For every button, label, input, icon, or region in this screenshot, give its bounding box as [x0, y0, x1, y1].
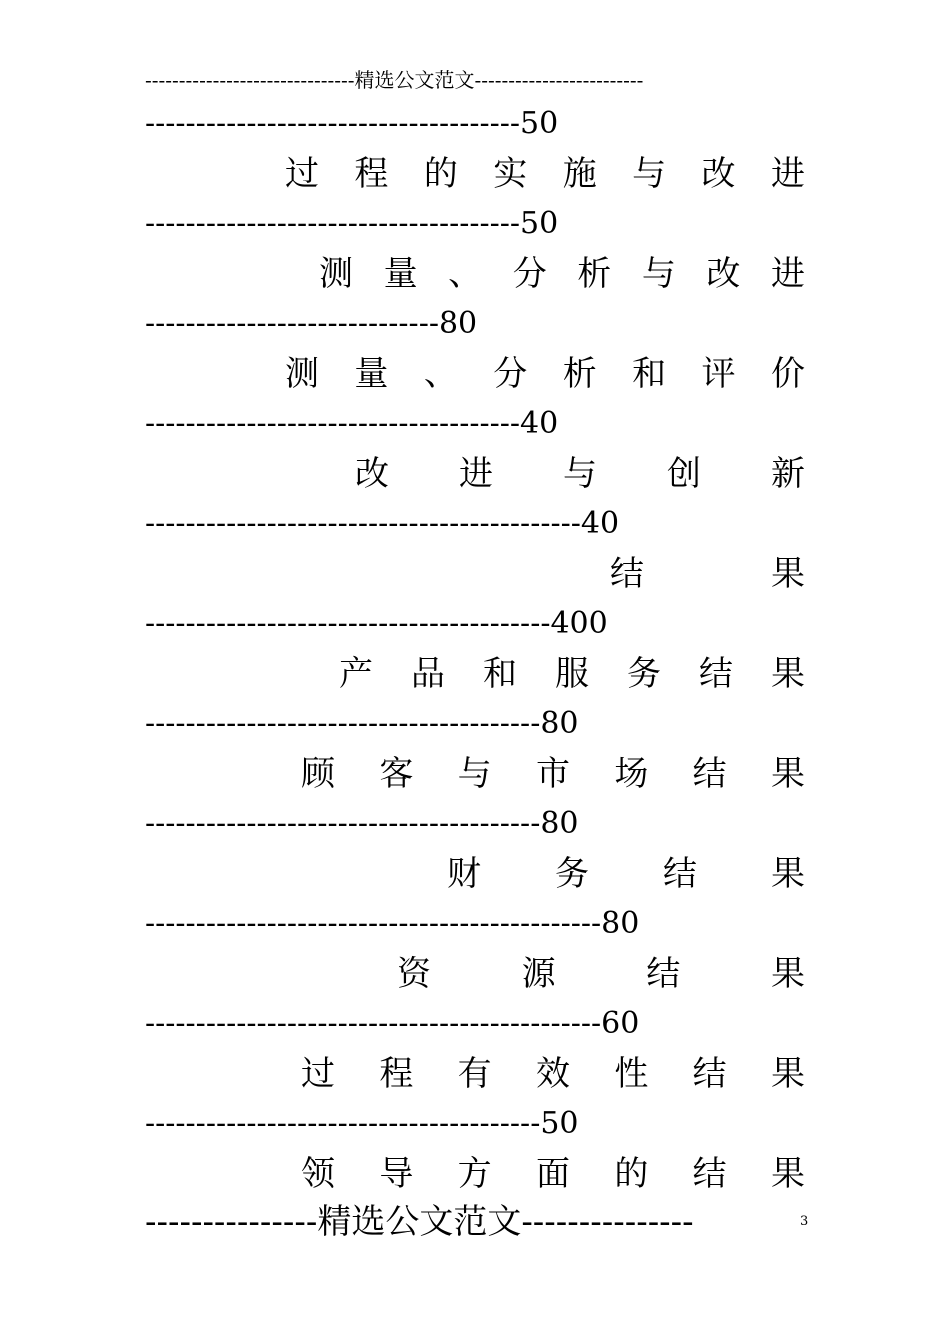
title-character: 改 — [706, 254, 741, 294]
toc-entry-title — [145, 352, 805, 396]
title-character: 结 — [692, 1054, 727, 1094]
title-character: 务 — [555, 854, 589, 894]
toc-dash-leader: ----------------------------------------400 — [145, 606, 608, 641]
toc-entry-title-text — [397, 952, 805, 996]
toc-entry-title — [145, 952, 805, 996]
page-header: -------------------------------精选公文范文------------------------- — [145, 68, 644, 92]
title-character: 方 — [457, 1154, 492, 1194]
title-character: 进 — [770, 254, 805, 294]
title-character: 果 — [770, 1054, 805, 1094]
toc-dash-leader: -------------------------------------40 — [145, 406, 559, 441]
title-character: 服 — [555, 654, 589, 694]
title-character: 导 — [379, 1154, 414, 1194]
toc-dash-leader: -----------------------------80 — [145, 306, 478, 341]
toc-entry-title-text — [355, 452, 805, 496]
toc-entry-title-text — [339, 652, 805, 696]
toc-entry-title — [145, 452, 805, 496]
title-character: 改 — [355, 454, 389, 494]
toc-entry-title — [145, 552, 805, 596]
title-character: 过 — [285, 154, 319, 194]
title-character: 析 — [562, 354, 597, 394]
title-character: 顾 — [301, 754, 335, 794]
title-character: 施 — [562, 154, 597, 194]
toc-entry-title — [145, 652, 805, 696]
title-character: 客 — [379, 754, 414, 794]
toc-dash-leader: -------------------------------------50 — [145, 206, 559, 241]
title-character: 结 — [699, 654, 733, 694]
toc-entry-title-text — [285, 352, 805, 396]
title-character: 结 — [610, 554, 644, 594]
title-character: 产 — [339, 654, 373, 694]
title-character: 实 — [493, 154, 528, 194]
title-character: 市 — [535, 754, 570, 794]
title-character: 过 — [301, 1054, 335, 1094]
toc-entry-title — [145, 252, 805, 296]
title-character: 进 — [459, 454, 493, 494]
title-character: 面 — [535, 1154, 570, 1194]
title-character: 评 — [701, 354, 736, 394]
title-character: 结 — [663, 854, 697, 894]
title-character: 量 — [383, 254, 418, 294]
title-character: 与 — [641, 254, 676, 294]
title-character: 程 — [379, 1054, 414, 1094]
title-character: 、 — [423, 354, 458, 394]
toc-dash-leader: -------------------------------------------40 — [145, 506, 620, 541]
title-character: 测 — [285, 354, 319, 394]
title-character: 品 — [411, 654, 445, 694]
title-character: 改 — [701, 154, 736, 194]
title-character: 量 — [354, 354, 389, 394]
title-character: 进 — [770, 154, 805, 194]
title-character: 有 — [457, 1054, 492, 1094]
title-character: 效 — [535, 1054, 570, 1094]
title-character: 价 — [770, 354, 805, 394]
title-character: 果 — [771, 654, 805, 694]
title-character: 场 — [614, 754, 649, 794]
toc-entry-title-text — [447, 852, 805, 896]
title-character: 结 — [646, 954, 681, 994]
toc-entry-title-text — [301, 752, 805, 796]
toc-dash-leader: ---------------------------------------------60 — [145, 1006, 640, 1041]
toc-entry-title-text — [319, 252, 805, 296]
title-character: 程 — [354, 154, 389, 194]
title-character: 果 — [770, 954, 805, 994]
page-number: 3 — [800, 1214, 809, 1229]
title-character: 、 — [448, 254, 483, 294]
toc-entry-title — [145, 152, 805, 196]
toc-entry-title — [145, 852, 805, 896]
title-character: 测 — [319, 254, 353, 294]
title-character: 果 — [770, 1154, 805, 1194]
toc-entry-title-text — [301, 1152, 805, 1196]
title-character: 和 — [483, 654, 517, 694]
title-character: 的 — [614, 1154, 649, 1194]
title-character: 果 — [771, 554, 805, 594]
toc-entry-title — [145, 1152, 805, 1196]
title-character: 务 — [627, 654, 661, 694]
title-character: 与 — [632, 154, 667, 194]
toc-dash-leader: ---------------------------------------80 — [145, 806, 579, 841]
title-character: 财 — [447, 854, 481, 894]
title-character: 领 — [301, 1154, 335, 1194]
toc-entry-title-text — [301, 1052, 805, 1096]
title-character: 源 — [521, 954, 556, 994]
title-character: 和 — [632, 354, 667, 394]
title-character: 结 — [692, 1154, 727, 1194]
title-character: 资 — [397, 954, 431, 994]
title-character: 果 — [771, 854, 805, 894]
toc-dash-leader: ---------------------------------------------80 — [145, 906, 640, 941]
title-character: 与 — [563, 454, 597, 494]
title-character: 析 — [577, 254, 612, 294]
title-character: 结 — [692, 754, 727, 794]
toc-dash-leader: ---------------------------------------50 — [145, 1106, 579, 1141]
title-character: 分 — [493, 354, 528, 394]
title-character: 与 — [457, 754, 492, 794]
title-character: 创 — [667, 454, 701, 494]
title-character: 新 — [771, 454, 805, 494]
toc-entry-title — [145, 1052, 805, 1096]
toc-entry-title-text — [285, 152, 805, 196]
toc-dash-leader: ---------------------------------------80 — [145, 706, 579, 741]
title-character: 分 — [512, 254, 547, 294]
toc-entry-title — [145, 752, 805, 796]
page-footer: ---------------精选公文范文--------------- — [145, 1202, 694, 1242]
title-character: 的 — [423, 154, 458, 194]
toc-entry-title-text — [610, 552, 805, 596]
title-character: 果 — [770, 754, 805, 794]
title-character: 性 — [614, 1054, 649, 1094]
toc-dash-leader: -------------------------------------50 — [145, 106, 559, 141]
